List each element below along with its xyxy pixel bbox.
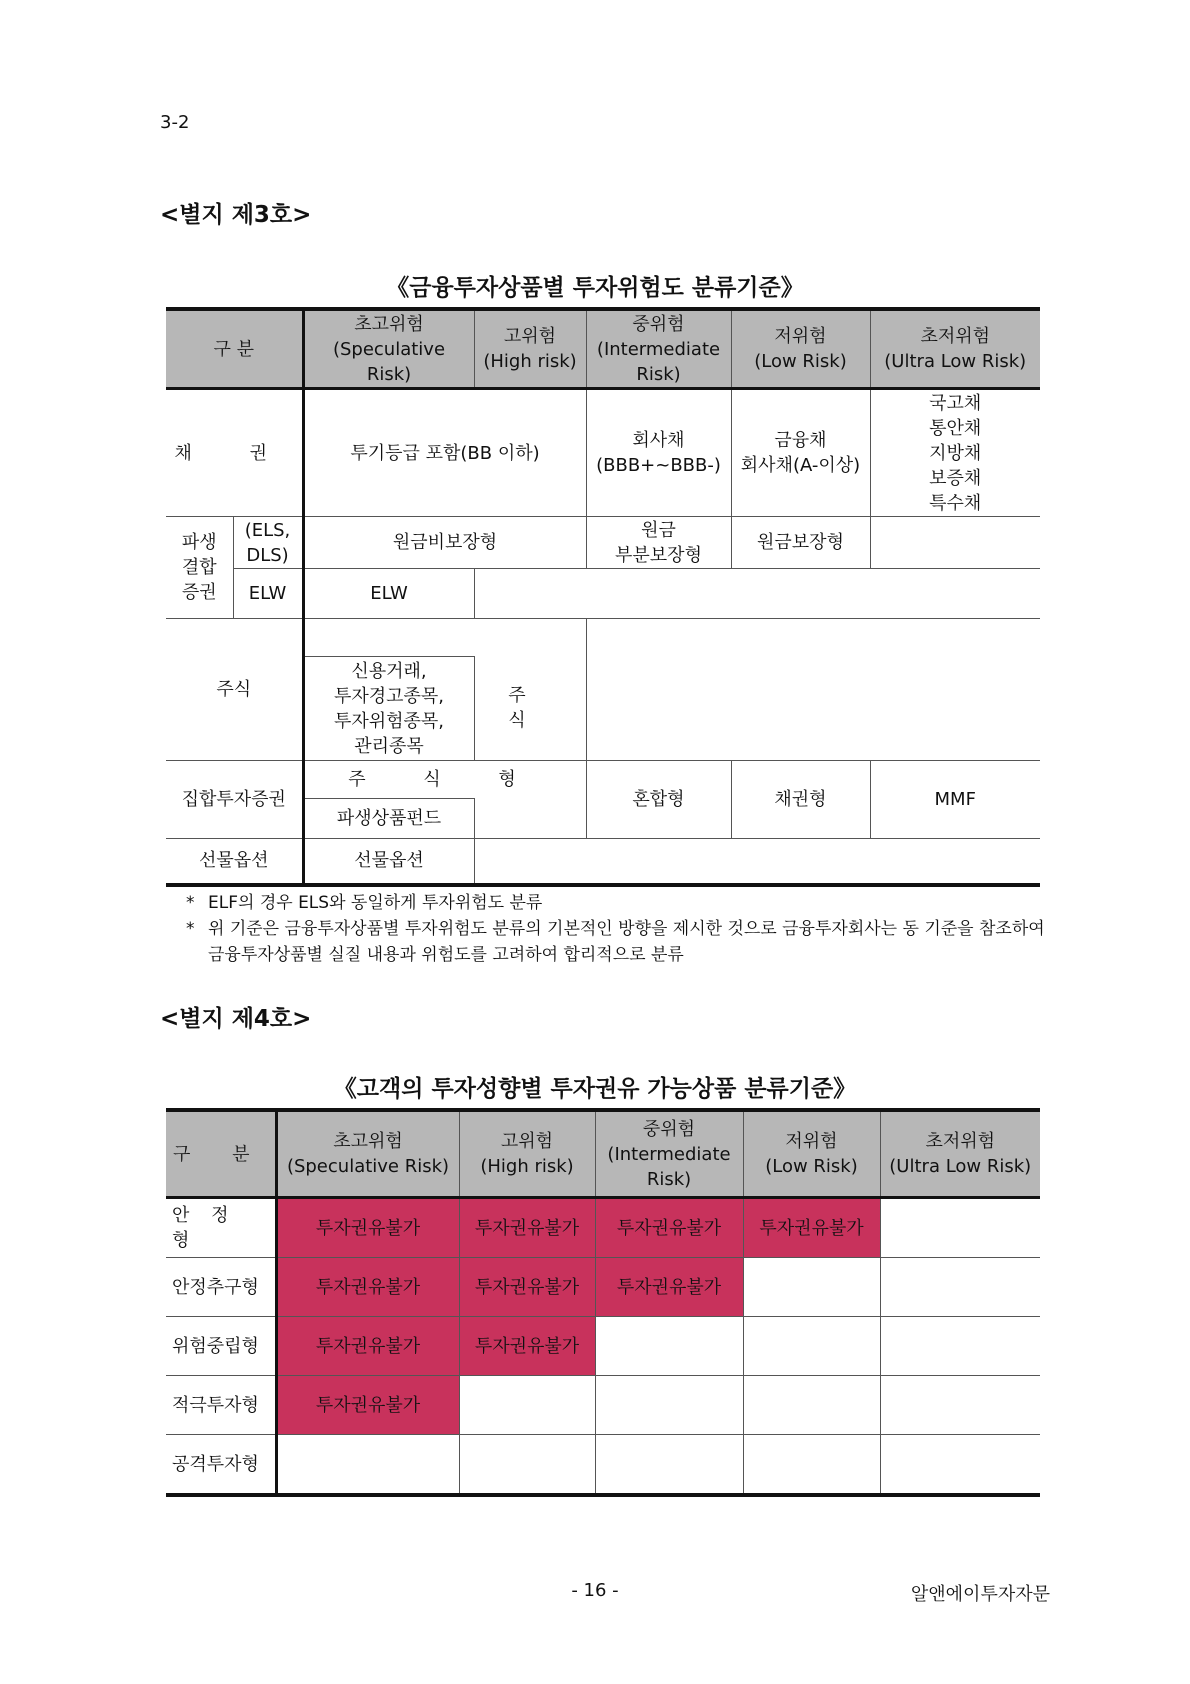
- elw-empty: [474, 569, 1040, 619]
- company-name: 알앤에이투자자문: [910, 1584, 1050, 1605]
- row-label: 안 정 형: [166, 1198, 276, 1258]
- section3-heading: <별지 제3호>: [160, 202, 312, 228]
- header-intermediate: 중위험 (Intermediate Risk): [586, 309, 731, 389]
- header-ultra-low: 초저위험 (Ultra Low Risk): [870, 309, 1040, 389]
- header-speculative: 초고위험 (Speculative Risk): [303, 309, 474, 389]
- fund-ultra-low: MMF: [870, 761, 1040, 839]
- cell-low: [743, 1317, 880, 1376]
- fund-low: 채권형: [731, 761, 870, 839]
- investor-suitability-table: [166, 1108, 1040, 1497]
- cell-ultra-low: [880, 1258, 1040, 1317]
- row-label: 적극투자형: [166, 1376, 276, 1435]
- row-label: 위험중립형: [166, 1317, 276, 1376]
- els-ultra-low: [870, 517, 1040, 569]
- cell-high: 투자권유불가: [459, 1258, 595, 1317]
- table-row: [166, 1258, 1040, 1317]
- cell-intermediate: [595, 1317, 743, 1376]
- els-speculative-high: 원금비보장형: [303, 517, 586, 569]
- cell-intermediate: 투자권유불가: [595, 1258, 743, 1317]
- page-number: - 16 -: [571, 1580, 619, 1601]
- row-derivative-label: 파생 결합 증권: [166, 517, 233, 619]
- elw-speculative: ELW: [303, 569, 474, 619]
- elw-label: ELW: [233, 569, 303, 619]
- cell-ultra-low: [880, 1198, 1040, 1258]
- note-item: * 위 기준은 금융투자상품별 투자위험도 분류의 기본적인 방향을 제시한 것으로 금융투자회사는 동 기준을 참조하여 금융투자상품별 실질 내용과 위험도를 고려하여 합리적으로 분류: [186, 916, 1066, 968]
- table-row: [166, 1317, 1040, 1376]
- section4-heading: <별지 제4호>: [160, 1006, 312, 1032]
- cell-low: 투자권유불가: [743, 1198, 880, 1258]
- cell-low: [743, 1258, 880, 1317]
- els-low: 원금보장형: [731, 517, 870, 569]
- stock-empty: [586, 619, 1040, 761]
- header-category: 구 분: [166, 1110, 276, 1198]
- row-futures-label: 선물옵션: [166, 839, 303, 885]
- futures-empty: [474, 839, 1040, 885]
- cell-high: [459, 1435, 595, 1496]
- header-low: 저위험 (Low Risk): [731, 309, 870, 389]
- cell-ultra-low: [880, 1376, 1040, 1435]
- cell-low: [743, 1376, 880, 1435]
- cell-ultra-low: [880, 1435, 1040, 1496]
- header-high: 고위험 (High risk): [474, 309, 586, 389]
- fund-stock-type: 주 식 형: [303, 761, 586, 799]
- cell-speculative: 투자권유불가: [276, 1376, 459, 1435]
- cell-high: 투자권유불가: [459, 1317, 595, 1376]
- cell-high: 투자권유불가: [459, 1198, 595, 1258]
- header-low: 저위험 (Low Risk): [743, 1110, 880, 1198]
- header-speculative: 초고위험 (Speculative Risk): [276, 1110, 459, 1198]
- section4-title: 《고객의 투자성향별 투자권유 가능상품 분류기준》: [333, 1076, 857, 1102]
- header-intermediate: 중위험 (Intermediate Risk): [595, 1110, 743, 1198]
- row-stock-label: 주식: [166, 619, 303, 761]
- cell-speculative: 투자권유불가: [276, 1317, 459, 1376]
- row-bond-label: 채 권: [166, 389, 303, 517]
- cell-high: [459, 1376, 595, 1435]
- cell-speculative: [276, 1435, 459, 1496]
- bond-ultra-low: 국고채 통안채 지방채 보증채 특수채: [870, 389, 1040, 517]
- els-label: (ELS, DLS): [233, 517, 303, 569]
- bond-speculative-high: 투기등급 포함(BB 이하): [303, 389, 586, 517]
- cell-intermediate: [595, 1376, 743, 1435]
- fund-intermediate: 혼합형: [586, 761, 731, 839]
- note-star: *: [186, 893, 195, 913]
- page-ref: 3-2: [160, 112, 190, 133]
- fund-high-empty: [474, 799, 586, 839]
- els-intermediate: 원금 부분보장형: [586, 517, 731, 569]
- header-category: 구 분: [166, 309, 303, 389]
- cell-low: [743, 1435, 880, 1496]
- section3-title: 《금융투자상품별 투자위험도 분류기준》: [386, 275, 804, 301]
- bond-low: 금융채 회사채(A-이상): [731, 389, 870, 517]
- row-fund-label: 집합투자증권: [166, 761, 303, 839]
- row-label: 안정추구형: [166, 1258, 276, 1317]
- bond-intermediate: 회사채 (BBB+~BBB-): [586, 389, 731, 517]
- header-high: 고위험 (High risk): [459, 1110, 595, 1198]
- cell-intermediate: 투자권유불가: [595, 1198, 743, 1258]
- futures-speculative: 선물옵션: [303, 839, 474, 885]
- risk-classification-table: [166, 307, 1040, 887]
- table-row: [166, 1198, 1040, 1258]
- cell-speculative: 투자권유불가: [276, 1198, 459, 1258]
- note-star: *: [186, 919, 195, 939]
- header-ultra-low: 초저위험 (Ultra Low Risk): [880, 1110, 1040, 1198]
- fund-derivative: 파생상품펀드: [303, 799, 474, 839]
- stock-speculative: 신용거래, 투자경고종목, 투자위험종목, 관리종목: [303, 657, 474, 761]
- note-item: * ELF의 경우 ELS와 동일하게 투자위험도 분류: [186, 890, 1066, 916]
- cell-speculative: 투자권유불가: [276, 1258, 459, 1317]
- stock-top-gap: [303, 619, 586, 657]
- notes: [186, 890, 1066, 968]
- table-row: [166, 1435, 1040, 1496]
- stock-high: 주 식: [474, 657, 586, 761]
- cell-ultra-low: [880, 1317, 1040, 1376]
- cell-intermediate: [595, 1435, 743, 1496]
- table-row: [166, 1376, 1040, 1435]
- row-label: 공격투자형: [166, 1435, 276, 1496]
